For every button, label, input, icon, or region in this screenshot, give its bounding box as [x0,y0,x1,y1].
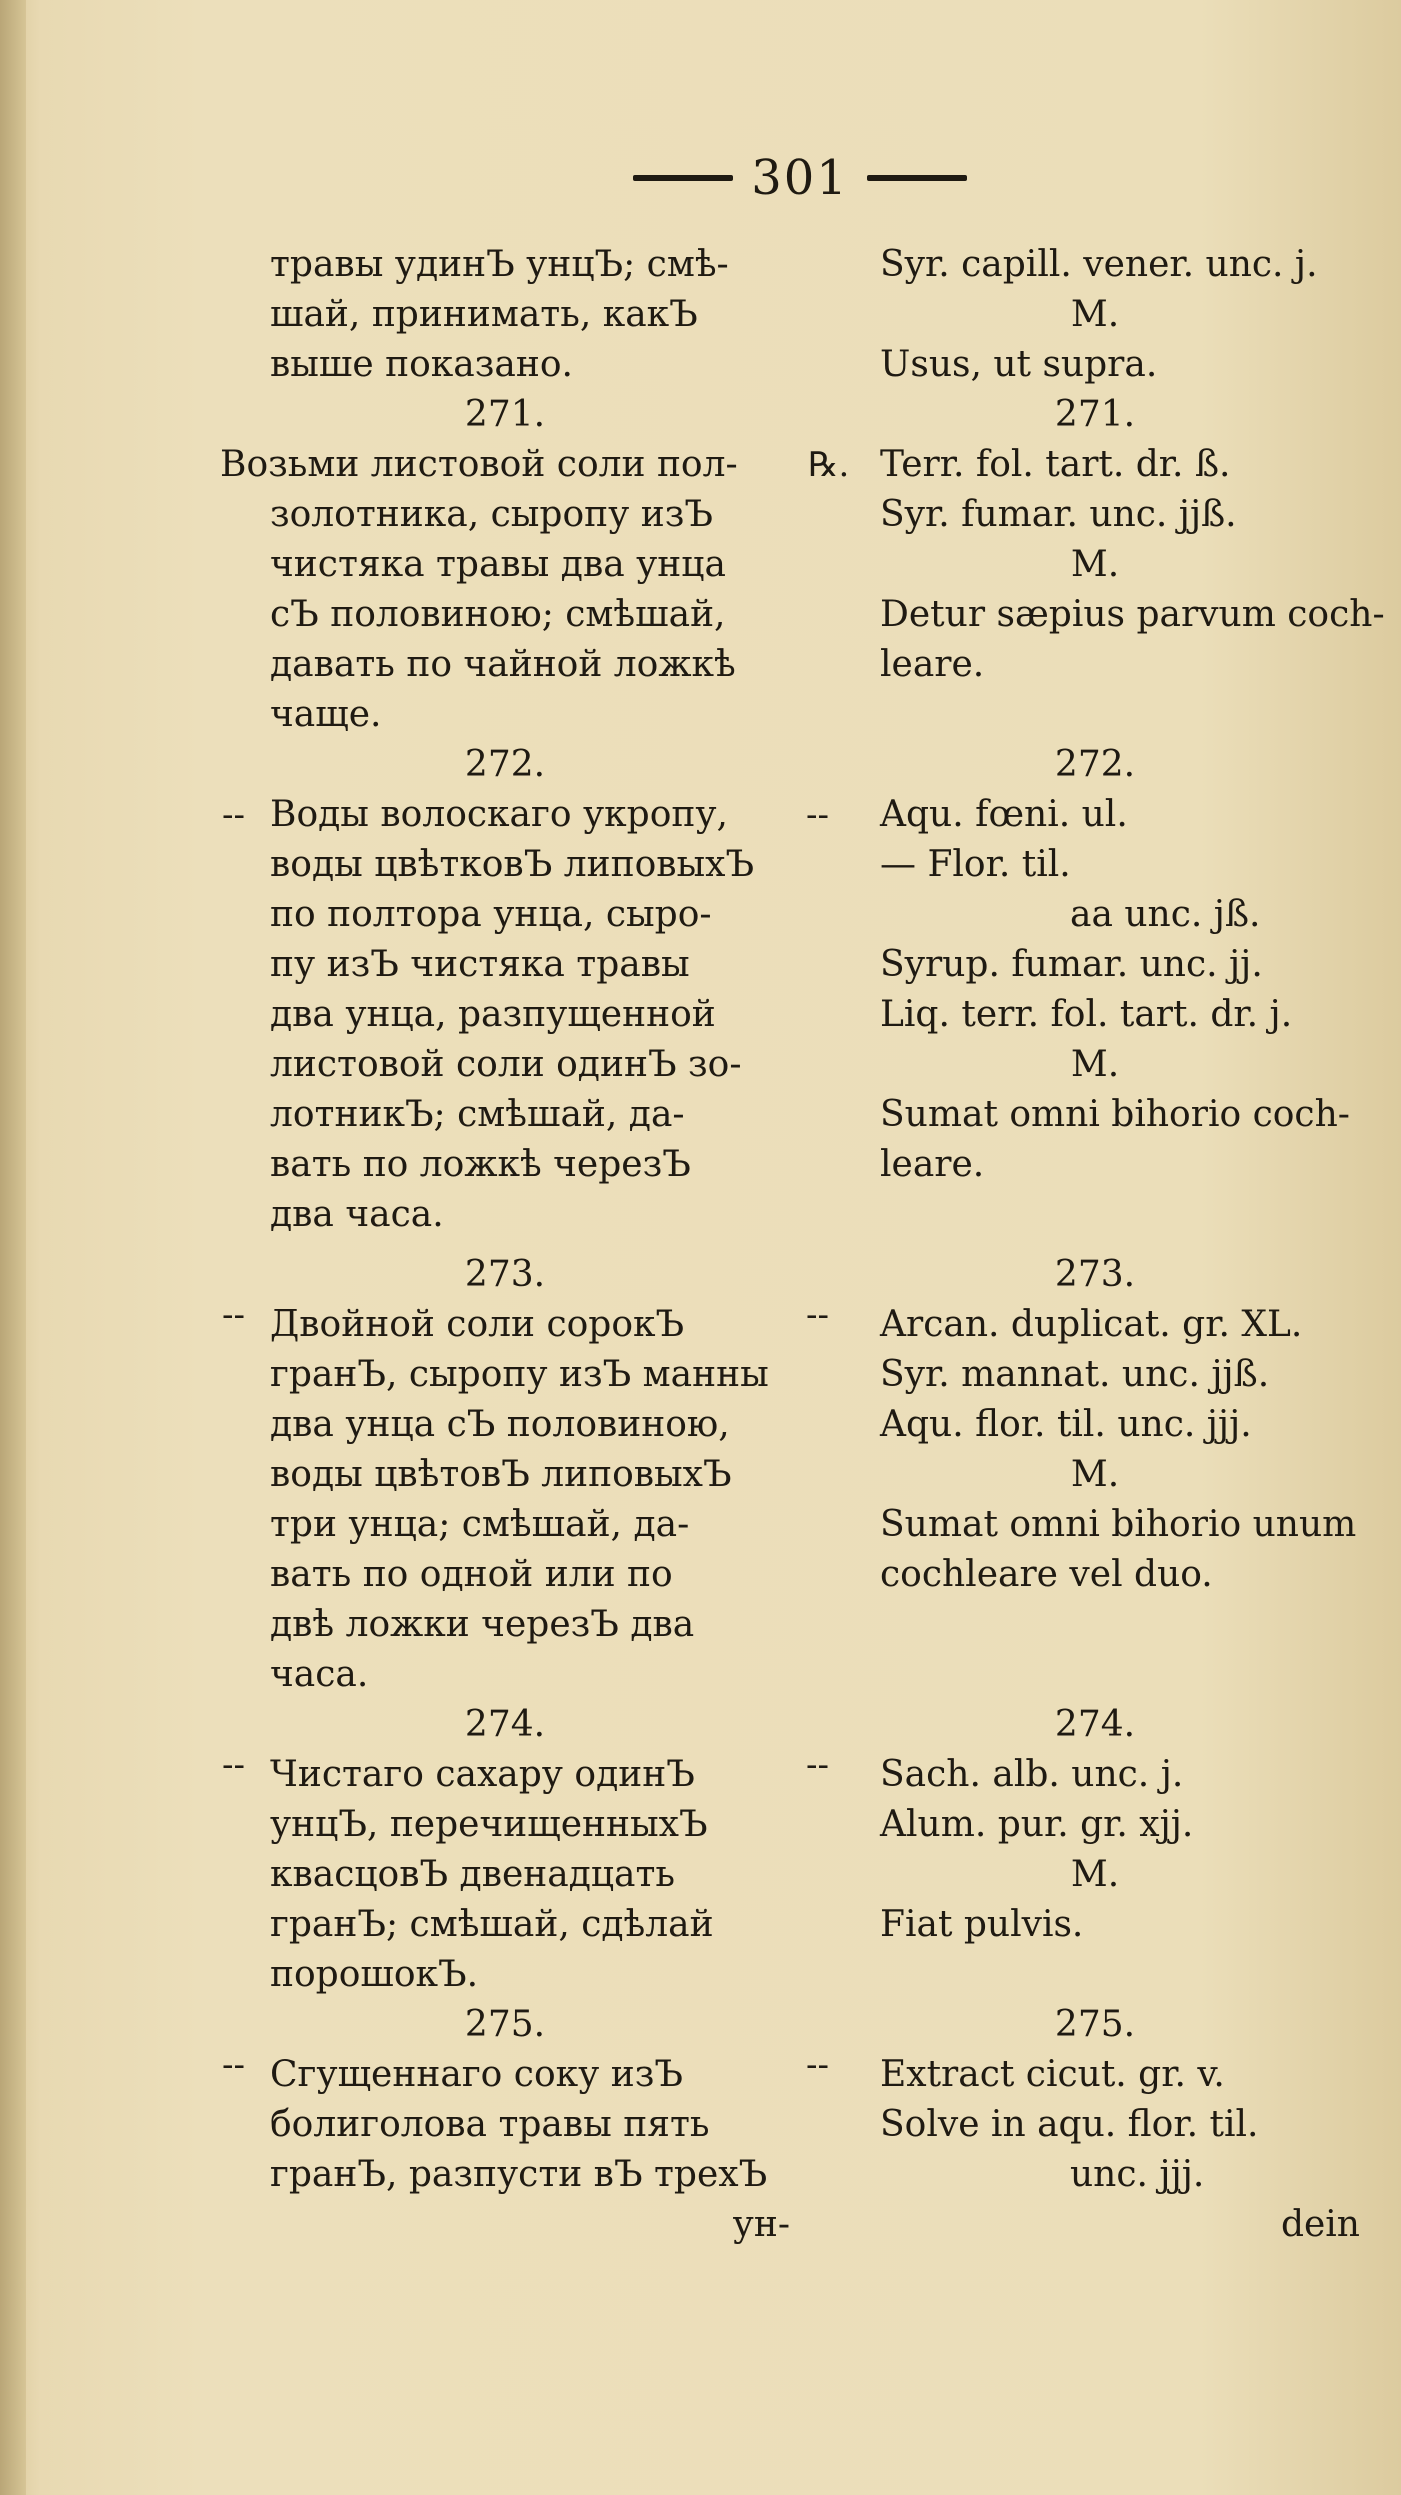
text-line: воды цвѣтовЪ липовыхЪ [270,1454,732,1495]
recipe-number: 271. [464,394,546,435]
dash-mark: -- [222,2045,245,2085]
text-line: унцЪ, перечищенныхЪ [270,1804,708,1845]
recipe-number: 272. [1054,744,1136,785]
text-line: два унца, разпущенной [270,994,716,1035]
text-line: два унца сЪ половиною, [270,1404,730,1445]
text-line: пу изЪ чистяка травы [270,944,690,985]
page-number: 301 [751,150,849,206]
catchword: ун- [732,2204,790,2245]
text-line: Syrup. fumar. unc. jj. [880,944,1263,985]
header-rule-right [867,175,967,181]
text-line: Воды волоскаго укропу, [270,794,728,835]
recipe-mark: ℞. [808,445,850,485]
text-line: Terr. fol. tart. dr. ß. [880,444,1231,485]
text-line: unc. jjj. [1070,2154,1205,2195]
text-line: золотника, сыропу изЪ [270,494,713,535]
dash-mark: -- [806,1745,829,1785]
text-line: Чистаго сахару одинЪ [270,1754,695,1795]
page-fold [0,0,26,2495]
text-line: травы удинЪ унцЪ; смѣ- [270,244,729,285]
text-line: вать по ложкѣ черезЪ [270,1144,691,1185]
text-line: Сгущеннаго соку изЪ [270,2054,683,2095]
text-line: давать по чайной ложкѣ [270,644,736,685]
text-line: Aqu. flor. til. unc. jjj. [880,1404,1252,1445]
text-line: Usus, ut supra. [880,344,1158,385]
text-line: Sumat omni bihorio unum [880,1504,1357,1545]
text-line: Detur sæpius parvum coch- [880,594,1385,635]
header-rule-left [633,175,733,181]
text-line: листовой соли одинЪ зо- [270,1044,742,1085]
text-line: гранЪ, сыропу изЪ манны [270,1354,769,1395]
text-line: чистяка травы два унца [270,544,726,585]
text-line: по полтора унца, сыро- [270,894,712,935]
recipe-number: 275. [464,2004,546,2045]
dash-mark: -- [806,2045,829,2085]
dash-mark: -- [222,1745,245,1785]
text-line: cochleare vel duo. [880,1554,1213,1595]
recipe-number: 273. [1054,1254,1136,1295]
recipe-number: 274. [464,1704,546,1745]
text-line: выше показано. [270,344,573,385]
text-line: лотникЪ; смѣшай, да- [270,1094,685,1135]
dash-mark: -- [222,1295,245,1335]
text-line: Sach. alb. unc. j. [880,1754,1184,1795]
text-line: гранЪ, разпусти вЪ трехЪ [270,2154,768,2195]
text-line: Syr. fumar. unc. jjß. [880,494,1237,535]
dash-mark: -- [806,795,829,835]
text-line: M. [1070,1454,1120,1495]
text-line: Extract cicut. gr. v. [880,2054,1225,2095]
text-line: Aqu. fœni. ul. [880,794,1128,835]
text-line: три унца; смѣшай, да- [270,1504,690,1545]
text-line: leare. [880,644,985,685]
text-line: два часа. [270,1194,444,1235]
page-header [620,148,980,208]
text-line: Arcan. duplicat. gr. XL. [880,1304,1303,1345]
text-line: часа. [270,1654,369,1695]
text-line: Sumat omni bihorio coch- [880,1094,1350,1135]
catchword: dein [1280,2204,1360,2245]
recipe-number: 272. [464,744,546,785]
recipe-number: 275. [1054,2004,1136,2045]
text-line: квасцовЪ двенадцать [270,1854,676,1895]
text-line: aa unc. jß. [1070,894,1261,935]
text-line: M. [1070,544,1120,585]
recipe-number: 274. [1054,1704,1136,1745]
text-line: двѣ ложки черезЪ два [270,1604,695,1645]
text-line: порошокЪ. [270,1954,479,1995]
text-line: вать по одной или по [270,1554,673,1595]
text-line: Liq. terr. fol. tart. dr. j. [880,994,1293,1035]
text-line: болиголова травы пять [270,2104,710,2145]
text-line: M. [1070,1854,1120,1895]
text-line: M. [1070,294,1120,335]
text-line: воды цвѣтковЪ липовыхЪ [270,844,755,885]
recipe-number: 271. [1054,394,1136,435]
text-line: Возьми листовой соли пол- [220,444,738,485]
text-line: — Flor. til. [880,844,1071,885]
text-line: Syr. capill. vener. unc. j. [880,244,1318,285]
text-line: Solve in aqu. flor. til. [880,2104,1259,2145]
dash-mark: -- [806,1295,829,1335]
recipe-number: 273. [464,1254,546,1295]
dash-mark: -- [222,795,245,835]
text-line: Fiat pulvis. [880,1904,1084,1945]
text-line: Двойной соли сорокЪ [270,1304,685,1345]
text-line: Alum. pur. gr. xjj. [880,1804,1194,1845]
text-line: leare. [880,1144,985,1185]
text-line: сЪ половиною; смѣшай, [270,594,726,635]
text-line: шай, принимать, какЪ [270,294,698,335]
text-line: гранЪ; смѣшай, сдѣлай [270,1904,714,1945]
text-line: чаще. [270,694,382,735]
text-line: M. [1070,1044,1120,1085]
text-line: Syr. mannat. unc. jjß. [880,1354,1270,1395]
